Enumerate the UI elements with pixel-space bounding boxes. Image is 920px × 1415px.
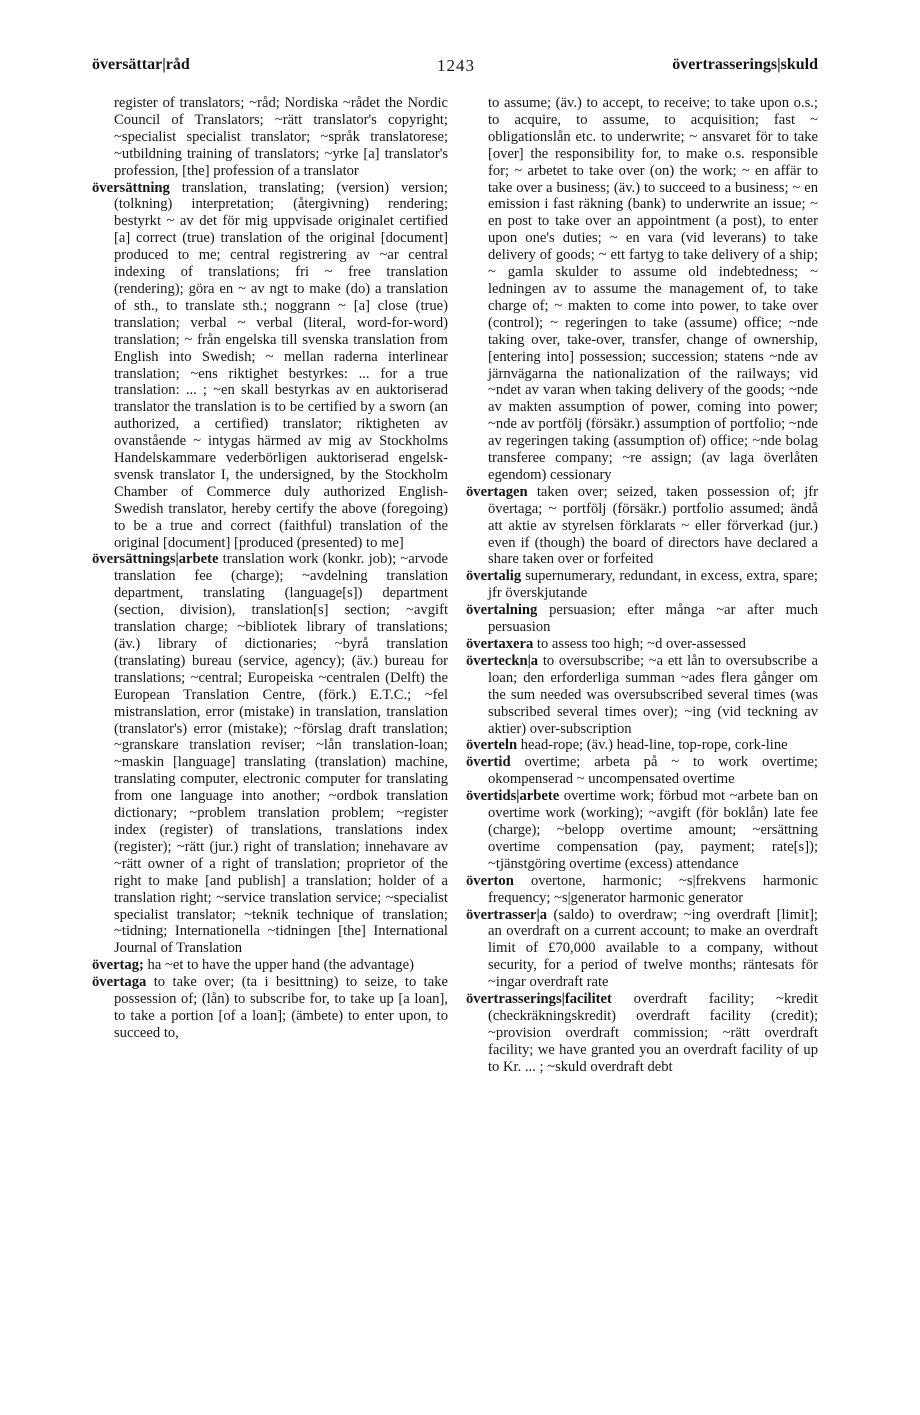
entry-body: to assess too high; ~d over-assessed [536,636,746,652]
dictionary-entry [466,568,818,602]
dictionary-entry [92,957,448,974]
dictionary-entry [92,180,448,552]
entry-body: overtone, harmonic; ~s|frekvens harmonic frequency; ~s|generator harmonic generator [488,872,818,906]
entry-headword: översättning [92,179,170,196]
dictionary-entry [92,974,448,1042]
dictionary-entry [92,551,448,957]
dictionary-entry [466,873,818,907]
entry-headword: övertrasserings|facilitet [466,991,612,1008]
right-column [466,95,818,1076]
dictionary-entry [466,788,818,873]
entry-headword: övertaga [92,974,147,991]
dictionary-entry [466,636,818,653]
entry-body: ha ~et to have the upper hand (the advantage) [147,957,414,974]
entry-headword: övertag; [92,957,144,974]
left-column [92,95,448,1042]
dictionary-entry [466,602,818,636]
entry-headword: överteckn|a [466,652,539,669]
entry-headword: övertalig [466,568,522,585]
entry-body: translation, translating; (version) version; (tolkning) interpretation; (återgivning) rendering; bestyrkt ~ av det för mig uppvisade originalet certified [a] correct (true) translation of the original [document] produced to me; central registrering av ~ar central indexing of translations; fri ~ free translation (rendering); göra en ~ av ngt to make (do) a translation of sth., to translate sth.; noggrann ~ [a] close (true) translation; verbal ~ verbal (literal, word-for-word) translation; ~ från engelska till svenska translation from English into Swedish; ~ mellan raderna interlinear translation; ~ens riktighet bestyrkes: ... for a true translation: ... ; ~en skall bestyrkas av en auktoriserad translator the translation is to be certified by a sworn (an authorized, a certified) translator; riktigheten av ovanstående ~ intygas härmed av mig av Stockholms Handelskammare vederbörligen auktoriserad engelsk-svensk translator I, the undersigned, by the Stockholm Chamber of Commerce duly authorized English-Swedish translator, hereby certify the above (foregoing) to be a true and correct (faithful) translation of the original [document] [produced (presented) to me] [114,179,448,551]
page-number: 1243 [437,56,475,75]
right-running-headword: övertrasserings|skuld [672,56,818,73]
entry-body: to take over; (ta i besittning) to seize, to take possession of; (lån) to subscribe for, to take up [a loan], to take a portion [of a loan]; (ämbete) to enter upon, to succeed to, [114,974,448,1041]
entry-body: to oversubscribe; ~a ett lån to oversubscribe a loan; den erforderliga summan ~ades flera gånger om the sum needed was oversubscribed several times (was subscribed several times over); ~ing (vid teckning av aktier) over-subscription [488,652,818,737]
entry-body: head-rope; (äv.) head-line, top-rope, cork-line [520,737,788,754]
entry-headword: överton [466,872,514,889]
entry-headword: övertalning [466,602,538,619]
left-running-headword: översättar|råd [92,56,190,73]
dictionary-entry [466,484,818,569]
entry-body: (saldo) to overdraw; ~ing overdraft [limit]; an overdraft on a current account; to make an overdraft limit of £70,000 available to a company, without security, for a period of twelve months; räntesats för ~ingar overdraft rate [488,906,818,991]
entry-body: persuasion; efter många ~ar after much persuasion [488,602,818,636]
entry-body: overdraft facility; ~kredit (checkräkningskredit) overdraft facility (credit); ~provision overdraft commission; ~rätt overdraft facility; we have granted you an overdraft facility of up to Kr. ... ; ~skuld overdraft debt [488,991,818,1075]
entry-body: translation work (konkr. job); ~arvode translation fee (charge); ~avdelning translation department, translating (language[s]) department (section, division), translation[s] section; ~avgift translation charge; ~bibliotek library of translations; (äv.) library of dictionaries; ~byrå translation (translating) bureau (service, agency); (äv.) bureau for translations; ~central; Europeiska ~centralen (Delft) the European Translation Centre, (förk.) E.T.C.; ~fel mistranslation, error (mistake) in translation, translation (translator's) error (mistake); ~förslag draft translation; ~granskare translation reviser; ~lån translation-loan; ~maskin [language] translating (translation) machine, translating computer, electronic computer for translating from one language into another; ~ordbok translation dictionary; ~problem translation problem; ~register index (register) of translations, translations index (register); ~rätt (jur.) right of translation; innehavare av ~rätt owner of a right of translation; proprietor of the right to make [and publish] a translation; holder of a translation right; ~service translation service; ~specialist specialist translator; ~teknik technique of translation; ~tidning; Internationella ~tidningen [the] International Journal of Translation [114,551,448,957]
entry-body: overtime work; förbud mot ~arbete ban on overtime work (working); ~avgift (för boklån) late fee (charge); ~belopp overtime amount; ~ersättning overtime compensation (pay, payment; rate[s]); ~tjänstgöring overtime (excess) attendance [488,788,819,872]
entry-headword: övertagen [466,483,528,500]
entry-body: supernumerary, redundant, in excess, extra, spare; jfr överskjutande [488,568,818,602]
dictionary-entry [466,737,818,754]
entry-headword: övertids|arbete [466,788,560,805]
dictionary-entry [466,991,818,1076]
entry-headword: övertrasser|a [466,906,548,923]
page-header [92,56,818,80]
dictionary-entry [466,653,818,738]
entry-continuation: to assume; (äv.) to accept, to receive; to take upon o.s.; to acquire, to assume, to acquisition; fast ~ obligationslån etc. to underwrite; ~ ansvaret för to take [over] the responsibility for, to make o.s. responsible for; ~ arbetet to take over (on) the work; ~ en affär to take over a business; (äv.) to succeed to a business; ~ en emission i fast räkning (bank) to underwrite an issue; ~ en post to take over an appointment (a post), to enter upon one's duties; ~ en vara (vid leverans) to take delivery of goods; ~ ett fartyg to take delivery of a ship; ~ gamla skulder to assume old indebtedness; ~ ledningen av to assume the management of, to take charge of; ~ makten to come into power, to take over (control); ~ regeringen to take (assume) office; ~nde taking over, take-over, transfer, change of ownership, [entering into] possession; succession; statens ~nde av järnvägarna the nationalization of the railways; vid ~ndet av varan when taking delivery of the goods; ~nde av makten assumption of power, coming into power; ~nde av portfölj (försäkr.) assumption of portfolio; ~nde av regeringen taking (assumption of) office; ~nde bolag transferee company; ~re assign; (av laga överlåten egendom) cessionary [488,95,818,483]
dictionary-entry [466,907,818,992]
dictionary-entry [466,754,818,788]
entry-headword: övertaxera [466,636,534,652]
entry-headword: övertid [466,754,511,771]
entry-continuation: register of translators; ~råd; Nordiska ~rådet the Nordic Council of Translators; ~rätt translator's copyright; ~specialist specialist translator; ~språk translatorese; ~utbildning training of translators; ~yrke [a] translator's profession, [the] profession of a translator [114,95,448,179]
entry-body: taken over; seized, taken possession of; jfr övertaga; ~ portfölj (försäkr.) portfolio assumed; ändå att aktie av styrelsen förklarats ~ eller förverkad (jur.) even if (though) the board of directors have declared a share taken over or forfeited [488,483,818,568]
entry-body: overtime; arbeta på ~ to work overtime; okompenserad ~ uncompensated overtime [488,754,818,788]
entry-headword: översättnings|arbete [92,551,219,568]
entry-headword: överteln [466,737,518,754]
